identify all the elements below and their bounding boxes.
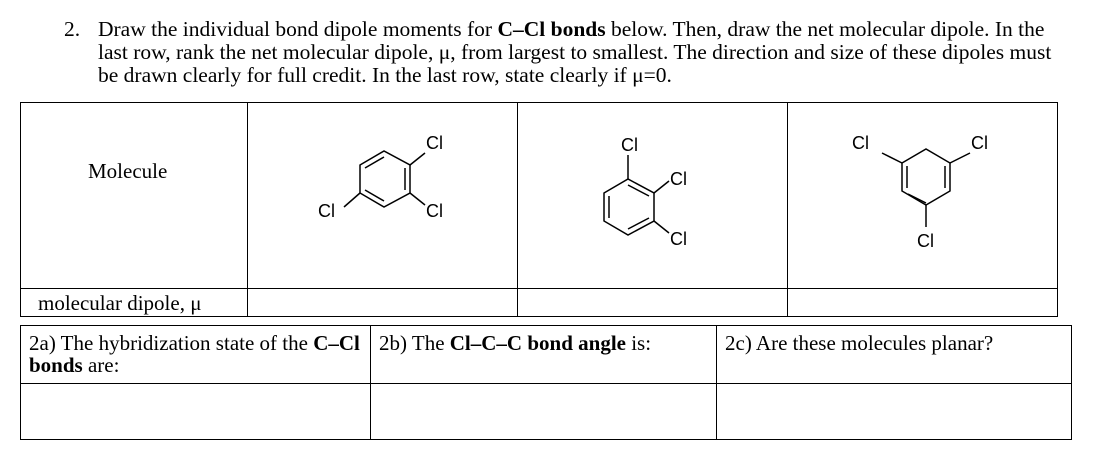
dipole-row-label-cell <box>21 289 248 317</box>
q2b-text-post: is: <box>625 331 652 355</box>
molecule-cell-3 <box>788 103 1058 289</box>
molecule-2-structure <box>518 103 787 283</box>
molecule-1-structure <box>248 103 517 283</box>
molecule-3-cl-right: Cl <box>971 133 988 153</box>
questions-table <box>20 325 1072 440</box>
q2c-answer-cell[interactable] <box>717 384 1072 440</box>
question-text-part-1: Draw the individual bond dipole moments for <box>98 17 498 41</box>
q2c-cell <box>717 326 1072 384</box>
question-number: 2. <box>64 17 81 41</box>
q2b-text <box>371 326 716 354</box>
molecule-1-cl-right: Cl <box>426 201 443 221</box>
question-text-part-2: below. Then, draw the net molecular dipole. In the last row, rank the net molecular dipole, μ, from largest to smallest. The direction and size of these dipoles must be drawn clearly for full credit. In the last row, state clearly if μ=0. <box>98 17 1052 87</box>
molecule-cell-2 <box>518 103 788 289</box>
q2a-text-post: are: <box>82 353 120 377</box>
molecule-cell-1 <box>248 103 518 289</box>
q2b-cell <box>371 326 717 384</box>
molecule-row-label-cell <box>21 103 248 289</box>
q2c-text: 2c) Are these molecules planar? <box>725 331 994 355</box>
question-text <box>98 18 1064 87</box>
q2a-text <box>21 326 370 376</box>
molecule-3-cl-bottom: Cl <box>917 231 934 251</box>
dipole-answer-cell-2[interactable] <box>518 289 788 317</box>
q2a-answer-cell[interactable] <box>21 384 371 440</box>
molecule-2-cl-bottom: Cl <box>670 229 687 249</box>
molecule-2-cl-middle: Cl <box>670 169 687 189</box>
question-text-bold: C–Cl bonds <box>497 17 606 41</box>
molecule-2-cl-top: Cl <box>621 135 638 155</box>
molecule-1-cl-left: Cl <box>318 201 335 221</box>
q2b-answer-cell[interactable] <box>371 384 717 440</box>
molecule-row-label: Molecule <box>88 159 168 183</box>
dipole-row-label: molecular dipole, μ <box>38 291 202 315</box>
q2a-text-pre: 2a) The hybridization state of the <box>29 331 314 355</box>
dipole-answer-cell-1[interactable] <box>248 289 518 317</box>
molecule-3-cl-left: Cl <box>852 133 869 153</box>
q2a-text-bold: C–Cl bonds <box>29 331 360 377</box>
q2b-text-pre: 2b) The <box>379 331 450 355</box>
molecule-1-cl-top: Cl <box>426 133 443 153</box>
dipole-answer-cell-3[interactable] <box>788 289 1058 317</box>
molecule-3-structure <box>788 103 1057 283</box>
molecule-table <box>20 102 1058 317</box>
q2b-text-bold: Cl–C–C bond angle <box>449 331 626 355</box>
q2a-cell <box>21 326 371 384</box>
